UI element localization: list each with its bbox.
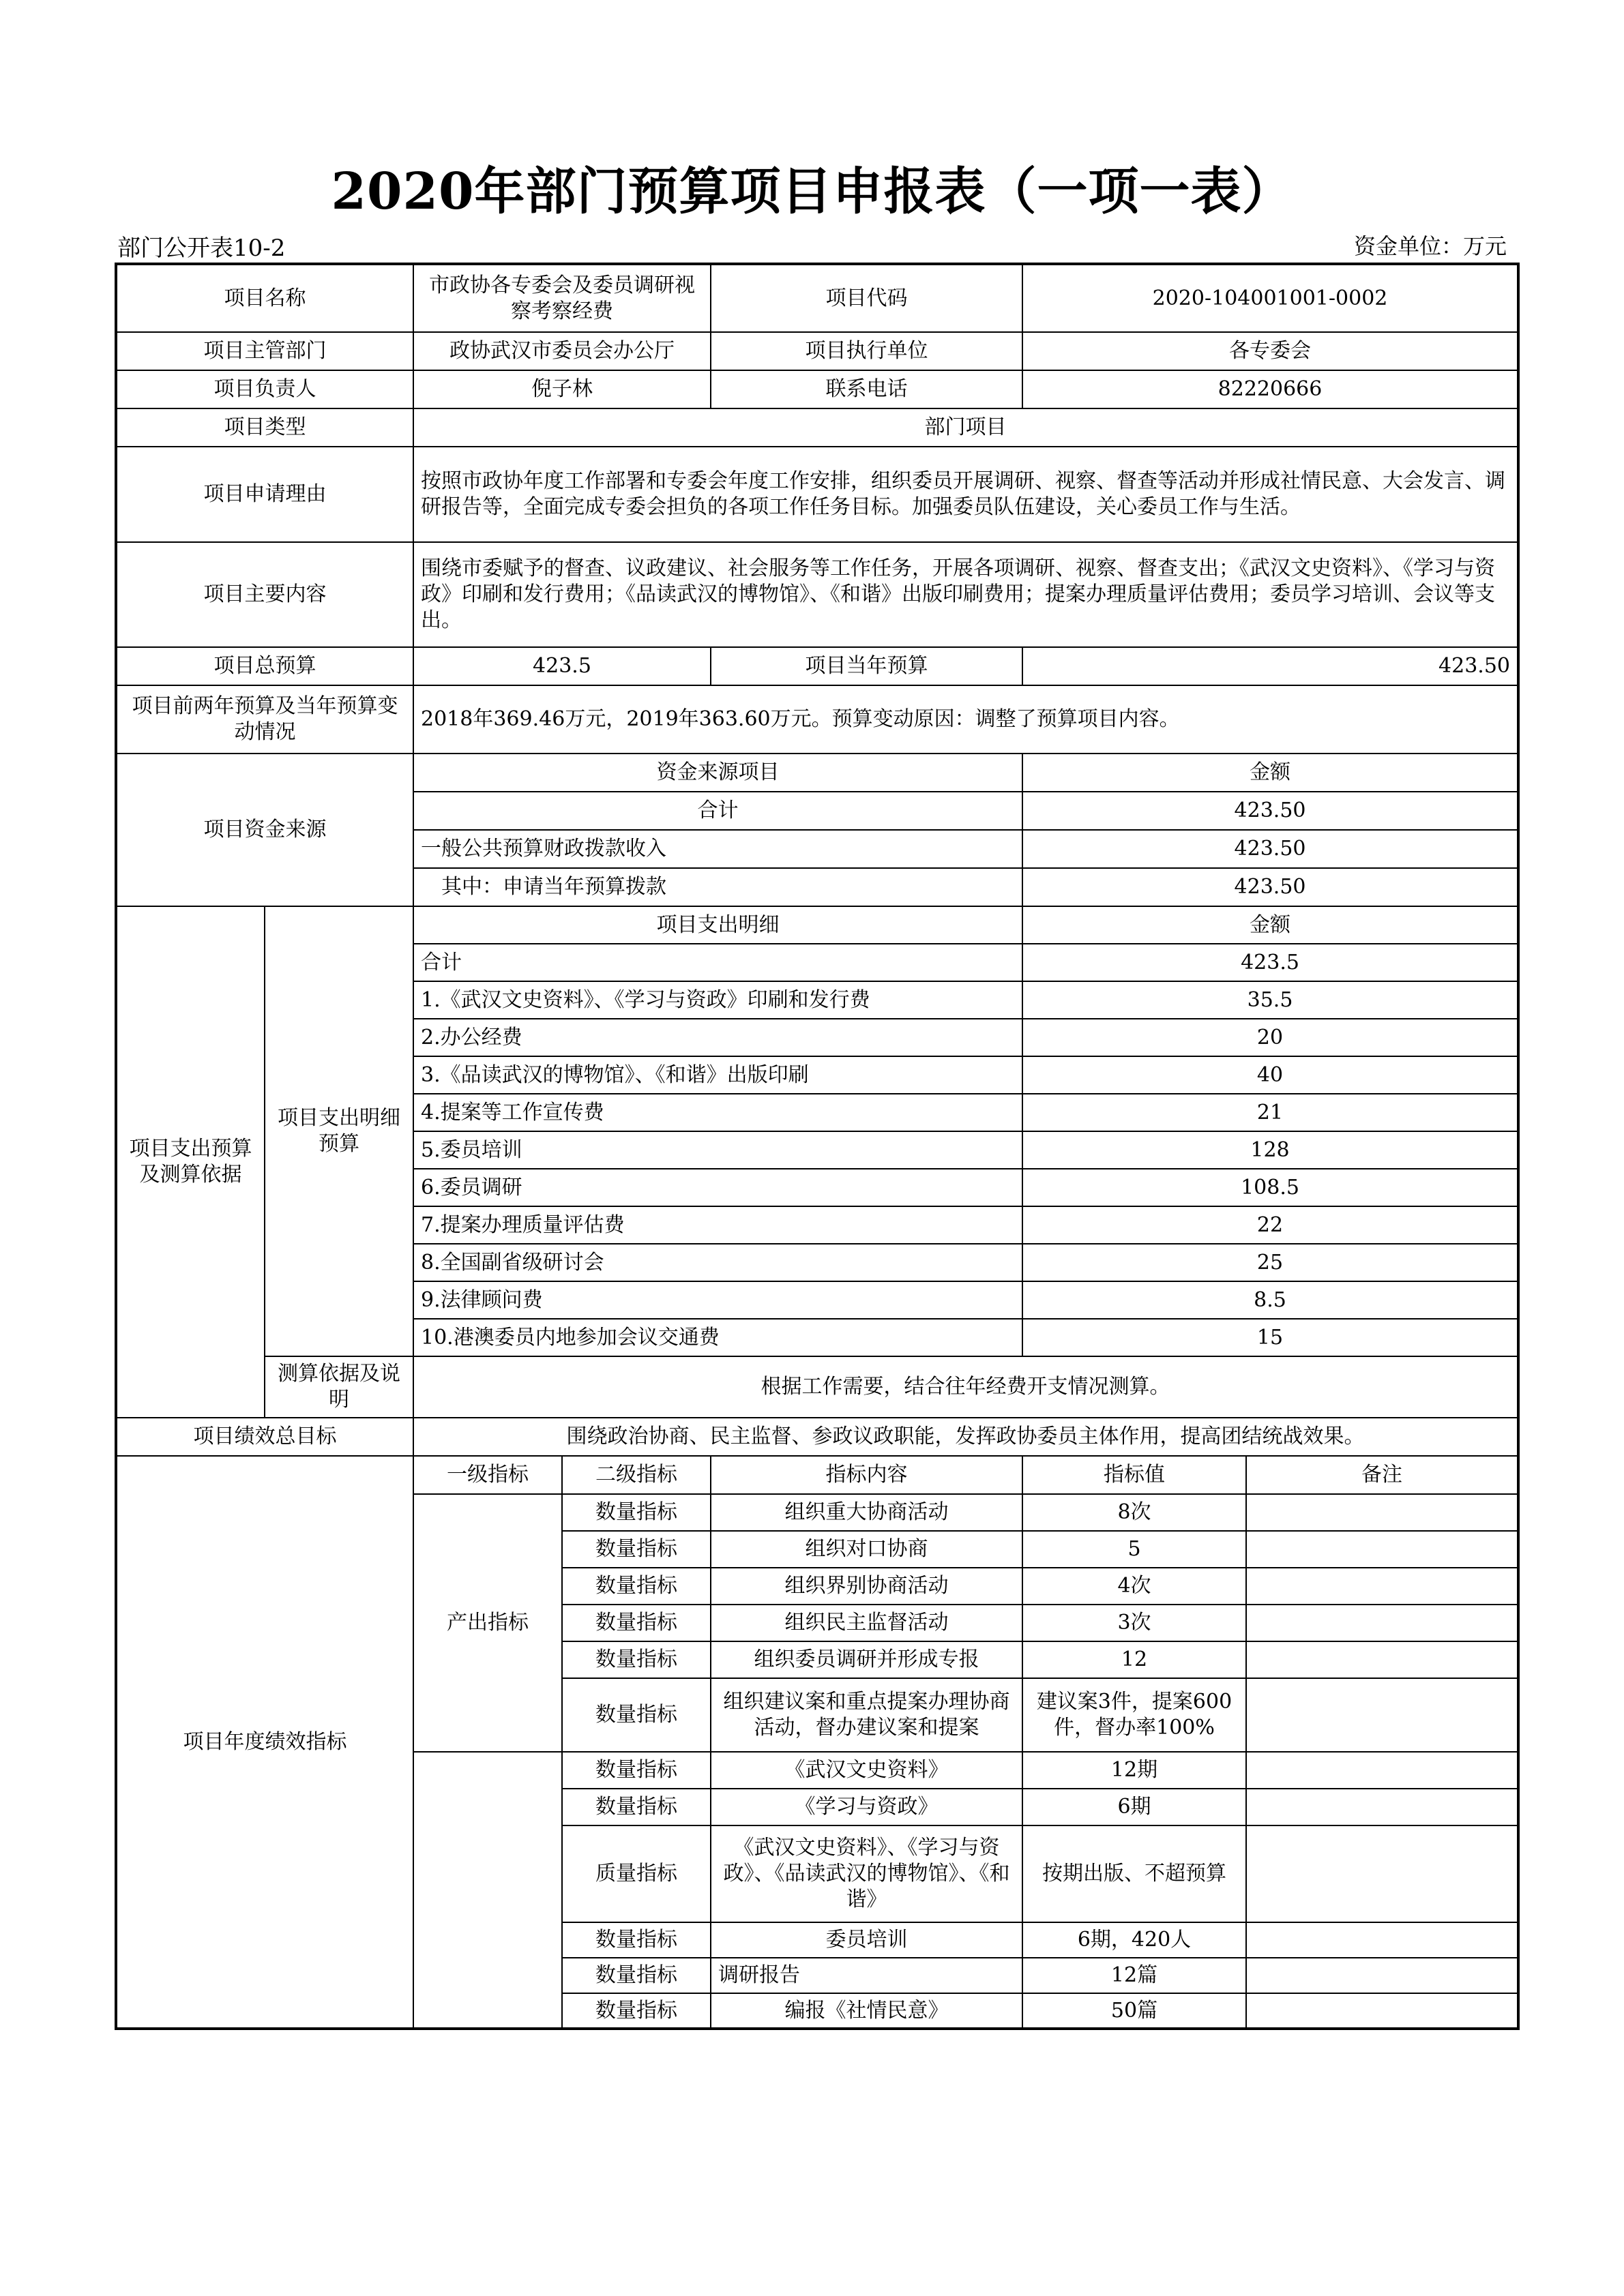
perf-value: 5: [1022, 1531, 1246, 1568]
funding-amount: 423.50: [1022, 868, 1518, 906]
expense-item: 4.提案等工作宣传费: [413, 1094, 1022, 1131]
expense-amount: 128: [1022, 1131, 1518, 1169]
value-project-code: 2020-104001001-0002: [1022, 264, 1518, 332]
expense-header-item: 项目支出明细: [413, 906, 1022, 944]
expense-item: 合计: [413, 944, 1022, 981]
row-type: [116, 408, 1518, 447]
label-project-name: 项目名称: [116, 264, 413, 332]
perf-l2: 数量指标: [562, 1922, 711, 1958]
perf-note: [1246, 1494, 1518, 1531]
funding-item: 其中：申请当年预算拨款: [413, 868, 1022, 906]
row-reason: [116, 447, 1518, 542]
value-phone: 82220666: [1022, 370, 1518, 408]
perf-note: [1246, 1789, 1518, 1825]
perf-value: 12期: [1022, 1752, 1246, 1789]
perf-group-output: 产出指标: [413, 1494, 562, 1752]
label-expense-detail: 项目支出明细预算: [265, 906, 413, 1356]
label-type: 项目类型: [116, 408, 413, 447]
perf-content: 组织民主监督活动: [711, 1605, 1022, 1641]
value-project-name: 市政协各专委会及委员调研视察考察经费: [413, 264, 711, 332]
expense-header-row: [116, 906, 1518, 944]
perf-content: 委员培训: [711, 1922, 1022, 1958]
label-expense-budget: 项目支出预算及测算依据: [116, 906, 265, 1418]
perf-value: 6期，420人: [1022, 1922, 1246, 1958]
value-exec-unit: 各专委会: [1022, 332, 1518, 370]
perf-note: [1246, 1993, 1518, 2029]
label-basis: 测算依据及说明: [265, 1356, 413, 1418]
perf-content: 组织重大协商活动: [711, 1494, 1022, 1531]
label-total-budget: 项目总预算: [116, 647, 413, 685]
value-prev-budget: 2018年369.46万元，2019年363.60万元。预算变动原因：调整了预算项目内容。: [413, 685, 1518, 754]
funding-item: 一般公共预算财政拨款收入: [413, 830, 1022, 868]
funding-header-amount: 金额: [1022, 754, 1518, 792]
expense-item: 3.《品读武汉的博物馆》、《和谐》出版印刷: [413, 1056, 1022, 1094]
funding-amount: 423.50: [1022, 792, 1518, 830]
perf-header-l2: 二级指标: [562, 1456, 711, 1494]
perf-value: 3次: [1022, 1605, 1246, 1641]
perf-l2: 数量指标: [562, 1958, 711, 1993]
perf-l2: 数量指标: [562, 1605, 711, 1641]
funding-item: 合计: [413, 792, 1022, 830]
value-performance-goal: 围绕政治协商、民主监督、参政议政职能，发挥政协委员主体作用，提高团结统战效果。: [413, 1418, 1518, 1456]
perf-content: 组织对口协商: [711, 1531, 1022, 1568]
perf-content: 组织建议案和重点提案办理协商活动，督办建议案和提案: [711, 1678, 1022, 1752]
perf-note: [1246, 1568, 1518, 1605]
perf-content: 《学习与资政》: [711, 1789, 1022, 1825]
perf-note: [1246, 1958, 1518, 1993]
perf-value: 按期出版、不超预算: [1022, 1825, 1246, 1922]
page-title: 2020年部门预算项目申报表（一项一表）: [331, 162, 1293, 221]
perf-group-unlabeled: [413, 1752, 562, 2029]
value-total-budget: 423.5: [413, 647, 711, 685]
label-reason: 项目申请理由: [116, 447, 413, 542]
expense-amount: 25: [1022, 1244, 1518, 1281]
perf-l2: 质量指标: [562, 1825, 711, 1922]
perf-header-l1: 一级指标: [413, 1456, 562, 1494]
expense-item: 10.港澳委员内地参加会议交通费: [413, 1319, 1022, 1356]
label-prev-budget: 项目前两年预算及当年预算变动情况: [116, 685, 413, 754]
value-dept: 政协武汉市委员会办公厅: [413, 332, 711, 370]
table-number: 部门公开表10-2: [117, 235, 286, 262]
perf-note: [1246, 1922, 1518, 1958]
expense-item: 5.委员培训: [413, 1131, 1022, 1169]
expense-amount: 423.5: [1022, 944, 1518, 981]
label-leader: 项目负责人: [116, 370, 413, 408]
project-budget-table: [115, 263, 1520, 2030]
row-total: [116, 647, 1518, 685]
currency-unit: 资金单位：万元: [1353, 233, 1507, 259]
expense-amount: 21: [1022, 1094, 1518, 1131]
expense-amount: 15: [1022, 1319, 1518, 1356]
expense-amount: 108.5: [1022, 1169, 1518, 1206]
label-funding-source: 项目资金来源: [116, 754, 413, 906]
perf-note: [1246, 1678, 1518, 1752]
perf-content: 组织界别协商活动: [711, 1568, 1022, 1605]
perf-note: [1246, 1752, 1518, 1789]
perf-content: 《武汉文史资料》、《学习与资政》、《品读武汉的博物馆》、《和谐》: [711, 1825, 1022, 1922]
perf-note: [1246, 1825, 1518, 1922]
perf-value: 12: [1022, 1641, 1246, 1678]
perf-content: 组织委员调研并形成专报: [711, 1641, 1022, 1678]
row-basis: [116, 1356, 1518, 1418]
perf-value: 建议案3件，提案600件，督办率100%: [1022, 1678, 1246, 1752]
expense-header-amount: 金额: [1022, 906, 1518, 944]
perf-header-note: 备注: [1246, 1456, 1518, 1494]
perf-note: [1246, 1531, 1518, 1568]
expense-item: 1.《武汉文史资料》、《学习与资政》印刷和发行费: [413, 981, 1022, 1019]
perf-value: 4次: [1022, 1568, 1246, 1605]
perf-content: 《武汉文史资料》: [711, 1752, 1022, 1789]
value-basis: 根据工作需要，结合往年经费开支情况测算。: [413, 1356, 1518, 1418]
perf-l2: 数量指标: [562, 1993, 711, 2029]
perf-l2: 数量指标: [562, 1752, 711, 1789]
perf-content: 编报《社情民意》: [711, 1993, 1022, 2029]
expense-item: 7.提案办理质量评估费: [413, 1206, 1022, 1244]
perf-l2: 数量指标: [562, 1494, 711, 1531]
expense-item: 6.委员调研: [413, 1169, 1022, 1206]
expense-amount: 22: [1022, 1206, 1518, 1244]
perf-header-value: 指标值: [1022, 1456, 1246, 1494]
perf-note: [1246, 1641, 1518, 1678]
value-content: 围绕市委赋予的督查、议政建议、社会服务等工作任务，开展各项调研、视察、督查支出；《武汉文史资料》、《学习与资政》印刷和发行费用；《品读武汉的博物馆》、《和谐》出版印刷费用；提案办理质量评估费用；委员学习培训、会议等支出。: [413, 542, 1518, 647]
perf-content: 调研报告: [711, 1958, 1022, 1993]
funding-header-row: [116, 754, 1518, 792]
expense-amount: 40: [1022, 1056, 1518, 1094]
row-prev: [116, 685, 1518, 754]
expense-item: 8.全国副省级研讨会: [413, 1244, 1022, 1281]
perf-value: 8次: [1022, 1494, 1246, 1531]
label-performance-goal: 项目绩效总目标: [116, 1418, 413, 1456]
row-project-name: [116, 264, 1518, 332]
perf-l2: 数量指标: [562, 1789, 711, 1825]
perf-note: [1246, 1605, 1518, 1641]
perf-l2: 数量指标: [562, 1568, 711, 1605]
perf-l2: 数量指标: [562, 1678, 711, 1752]
perf-value: 50篇: [1022, 1993, 1246, 2029]
funding-header-item: 资金来源项目: [413, 754, 1022, 792]
perf-header-content: 指标内容: [711, 1456, 1022, 1494]
perf-l2: 数量指标: [562, 1531, 711, 1568]
perf-header-row: [116, 1456, 1518, 1494]
expense-amount: 8.5: [1022, 1281, 1518, 1319]
row-content: [116, 542, 1518, 647]
label-exec-unit: 项目执行单位: [711, 332, 1022, 370]
row-dept: [116, 332, 1518, 370]
label-current-budget: 项目当年预算: [711, 647, 1022, 685]
label-annual-indicators: 项目年度绩效指标: [116, 1456, 413, 2029]
label-phone: 联系电话: [711, 370, 1022, 408]
value-current-budget: 423.50: [1022, 647, 1518, 685]
label-project-code: 项目代码: [711, 264, 1022, 332]
perf-l2: 数量指标: [562, 1641, 711, 1678]
value-type: 部门项目: [413, 408, 1518, 447]
expense-item: 2.办公经费: [413, 1019, 1022, 1056]
value-reason: 按照市政协年度工作部署和专委会年度工作安排，组织委员开展调研、视察、督查等活动并形成社情民意、大会发言、调研报告等，全面完成专委会担负的各项工作任务目标。加强委员队伍建设，关心委员工作与生活。: [413, 447, 1518, 542]
row-leader: [116, 370, 1518, 408]
perf-value: 6期: [1022, 1789, 1246, 1825]
funding-amount: 423.50: [1022, 830, 1518, 868]
expense-amount: 35.5: [1022, 981, 1518, 1019]
label-content: 项目主要内容: [116, 542, 413, 647]
expense-item: 9.法律顾问费: [413, 1281, 1022, 1319]
row-goal: [116, 1418, 1518, 1456]
expense-amount: 20: [1022, 1019, 1518, 1056]
perf-value: 12篇: [1022, 1958, 1246, 1993]
label-dept: 项目主管部门: [116, 332, 413, 370]
value-leader: 倪子林: [413, 370, 711, 408]
